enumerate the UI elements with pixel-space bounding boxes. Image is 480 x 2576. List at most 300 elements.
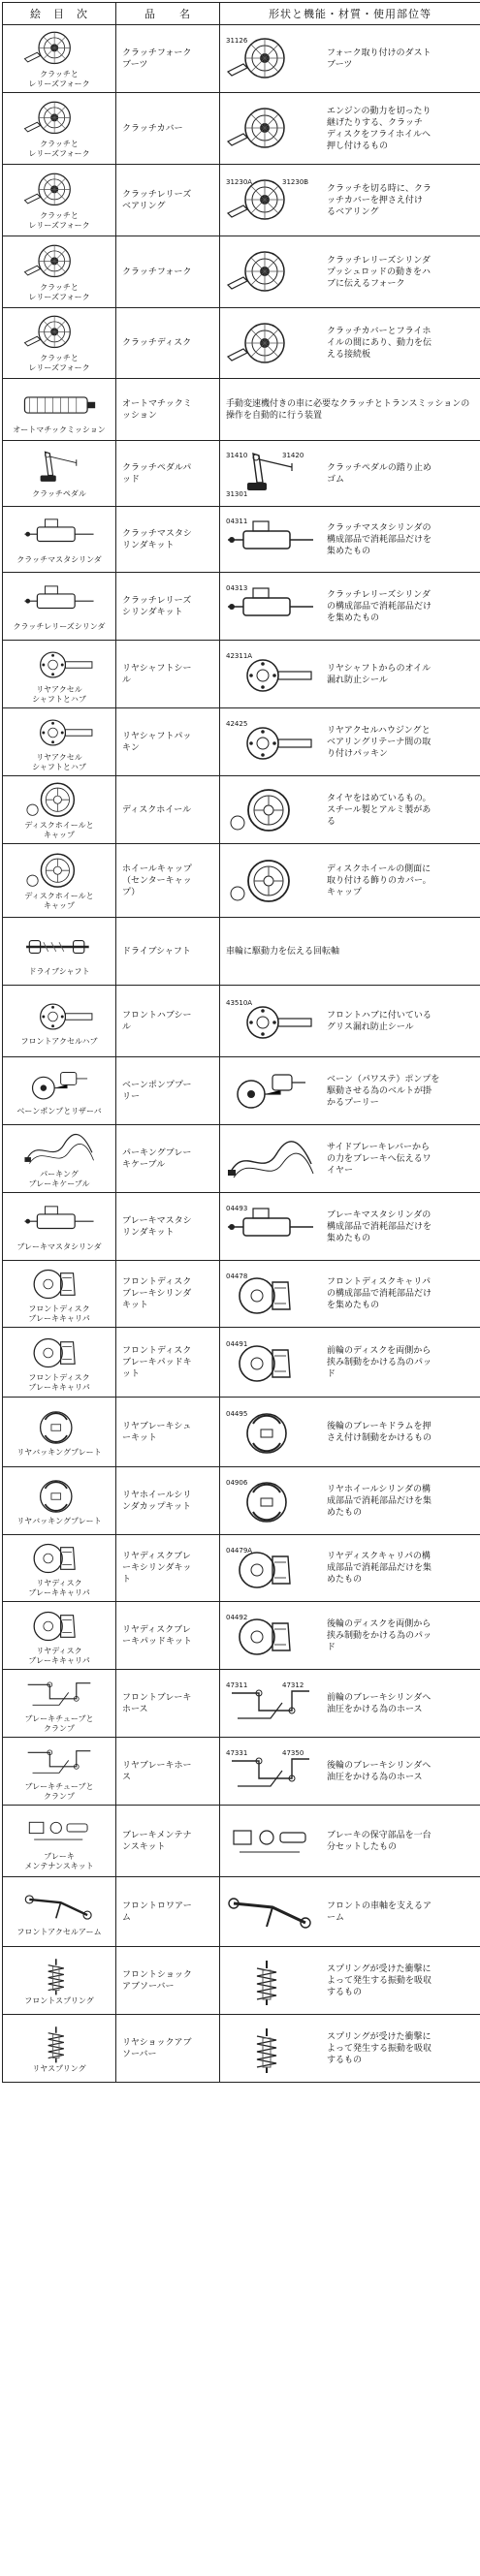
part-name-cell <box>116 986 220 1057</box>
function-cell <box>220 1670 480 1738</box>
picture-index-cell <box>3 1057 116 1125</box>
function-description: 前輪のディスクを両側から 挟み制動をかける為のパッ ド <box>327 1345 432 1379</box>
picture-index-cell <box>3 986 116 1057</box>
part-name-cell <box>116 1670 220 1738</box>
picture-index-cell <box>3 25 116 93</box>
function-cell <box>220 308 480 379</box>
function-description: 後輪のブレーキドラムを押 さえ付け制動をかけるもの <box>327 1421 432 1443</box>
function-content <box>220 647 480 701</box>
figure-part-number: 47350 <box>282 1749 304 1757</box>
function-cell <box>220 2015 480 2083</box>
assembly-caption: ブレーキ メンテナンスキット <box>24 1851 94 1870</box>
part-name: ブレーキマスタシ リンダキット <box>122 1215 192 1238</box>
assembly-caption: オートマチックミッション <box>13 424 106 434</box>
figure-part-number: 04313 <box>226 584 248 592</box>
part-figure-frame <box>220 513 321 566</box>
table-row <box>3 776 480 844</box>
figure-part-number: 31230B <box>282 178 309 186</box>
function-description: リヤアクセルハウジングと ベアリングリテーナ間の取 り付けパッキン <box>327 725 432 759</box>
assembly-caption: リヤアクセル シャフトとハブ <box>32 752 86 771</box>
part-name-cell <box>116 1947 220 2015</box>
function-content <box>220 580 480 633</box>
function-content <box>220 447 480 500</box>
function-description: ディスクホイールの側面に 取り付ける飾りのカバー。 キャップ <box>327 864 432 897</box>
part-name: フロントディスク ブレーキシリンダ キット <box>122 1277 192 1310</box>
part-figure <box>224 582 317 633</box>
assembly-illustration <box>20 449 98 489</box>
part-figure-frame <box>220 1200 321 1253</box>
header-row <box>3 3 480 25</box>
figure-part-number: 31410 <box>226 452 248 459</box>
picture-index-cell <box>3 441 116 507</box>
part-figure-frame <box>220 854 321 907</box>
part-name-cell <box>116 379 220 441</box>
table-row <box>3 918 480 986</box>
part-name: クラッチマスタシ リンダキット <box>122 528 192 550</box>
picture-index-cell <box>3 1398 116 1467</box>
part-name: クラッチディスク <box>122 338 192 348</box>
assembly-caption: クラッチと レリーズフォーク <box>28 210 90 230</box>
picture-index-cell <box>3 1947 116 2015</box>
function-cell <box>220 1947 480 2015</box>
picture-index-cell <box>3 2015 116 2083</box>
function-cell <box>220 573 480 641</box>
assembly-caption: リヤバッキングプレート <box>16 1447 102 1457</box>
picture-index-cell <box>3 1738 116 1806</box>
assembly-illustration <box>20 385 98 425</box>
part-name: クラッチペダルパ ッド <box>122 462 192 485</box>
function-description: 後輪のブレーキシリンダへ 油圧をかける為のホース <box>327 1760 432 1782</box>
part-name: フロントブレーキ ホース <box>122 1692 192 1714</box>
part-figure-frame <box>220 647 321 701</box>
function-content <box>220 102 480 156</box>
assembly-illustration <box>20 515 98 555</box>
part-name: リヤブレーキホー ス <box>122 1760 192 1782</box>
assembly-illustration <box>20 1606 98 1647</box>
table-row <box>3 1738 480 1806</box>
part-figure-frame <box>220 1885 321 1938</box>
figure-part-number: 04479A <box>226 1546 253 1555</box>
function-content <box>220 173 480 227</box>
function-content <box>220 1814 480 1868</box>
part-figure <box>224 997 317 1048</box>
figure-part-number: 47312 <box>282 1681 304 1689</box>
part-name-cell <box>116 1398 220 1467</box>
part-name: ドライブシャフト <box>122 946 191 957</box>
part-name-cell <box>116 1193 220 1261</box>
function-content <box>220 715 480 769</box>
table-row <box>3 1057 480 1125</box>
function-description: クラッチカバーとフライホ イルの間にあり、動力を伝 える接続板 <box>327 327 432 360</box>
part-figure <box>224 1338 317 1389</box>
function-cell <box>220 379 480 441</box>
part-name-cell <box>116 236 220 308</box>
assembly-caption: リヤディスク ブレーキキャリパ <box>28 1646 90 1665</box>
part-name: ホイールキャップ （センターキャッ プ） <box>122 864 192 897</box>
part-figure-frame <box>220 447 321 500</box>
table-row <box>3 1535 480 1602</box>
assembly-caption: クラッチレリーズシリンダ <box>13 621 106 631</box>
function-description: タイヤをはめているもの。 スチール製とアルミ製があ る <box>327 793 432 827</box>
part-name: パーキングブレー キケーブル <box>122 1147 192 1170</box>
function-content <box>220 994 480 1048</box>
function-content <box>220 1677 480 1730</box>
function-cell <box>220 1467 480 1535</box>
picture-index-cell <box>3 708 116 776</box>
part-name-cell <box>116 441 220 507</box>
part-name-cell <box>116 1057 220 1125</box>
assembly-illustration <box>20 1129 98 1170</box>
figure-part-number: 04478 <box>226 1272 248 1280</box>
function-description: クラッチレリーズシリンダ プッシュロッドの動きをハ ブに伝えるフォーク <box>327 255 432 289</box>
part-figure-frame <box>220 2022 321 2075</box>
function-cell <box>220 441 480 507</box>
assembly-caption: ディスクホイールと キャップ <box>24 891 94 910</box>
part-figure-frame <box>220 1268 321 1321</box>
part-figure-frame <box>220 102 321 155</box>
part-name: クラッチフォーク <box>122 267 192 277</box>
function-description: サイドブレーキレバーから の力をブレーキへ伝えるワ イヤー <box>327 1142 432 1176</box>
part-name: リヤホイールシリ ンダカップキット <box>122 1490 192 1512</box>
function-content <box>220 1132 480 1185</box>
function-cell <box>220 918 480 986</box>
figure-part-number: 04491 <box>226 1340 248 1348</box>
assembly-caption: フロントスプリング <box>24 1995 94 2005</box>
part-name-cell <box>116 573 220 641</box>
function-cell <box>220 25 480 93</box>
part-figure-frame <box>220 245 321 298</box>
assembly-caption: リヤディスク ブレーキキャリパ <box>28 1579 90 1597</box>
picture-index-cell <box>3 1877 116 1947</box>
part-figure <box>224 1888 317 1938</box>
function-cell <box>220 236 480 308</box>
function-content <box>220 245 480 298</box>
part-name: リヤディスクブレ ーキシリンダキッ ト <box>122 1552 192 1585</box>
assembly-illustration <box>20 1476 98 1517</box>
picture-index-cell <box>3 1261 116 1328</box>
assembly-illustration <box>20 1742 98 1782</box>
assembly-caption: ドライブシャフト <box>28 966 90 976</box>
function-description: フォーク取り付けのダスト ブーツ <box>327 47 432 70</box>
assembly-illustration <box>20 1202 98 1242</box>
part-name: ベーンポンププー リー <box>122 1080 192 1102</box>
part-figure-frame <box>220 1335 321 1389</box>
table-row <box>3 1806 480 1877</box>
assembly-illustration <box>20 1407 98 1448</box>
function-description: ブレーキマスタシリンダの 構成部品で消耗部品だけを 集めたもの <box>327 1209 432 1243</box>
table-row <box>3 708 480 776</box>
picture-index-cell <box>3 1193 116 1261</box>
function-description: フロントディスクキャリパ の構成部品で消耗部品だけ を集めたもの <box>327 1277 432 1310</box>
assembly-caption: フロントアクセルアーム <box>16 1927 102 1936</box>
part-name: クラッチレリーズ シリンダキット <box>122 595 192 617</box>
function-cell <box>220 1125 480 1193</box>
part-name-cell <box>116 1328 220 1398</box>
part-figure-frame <box>220 32 321 85</box>
table-row <box>3 165 480 236</box>
table-row <box>3 1877 480 1947</box>
part-figure <box>224 1135 317 1185</box>
part-figure <box>224 1680 317 1730</box>
function-cell <box>220 1806 480 1877</box>
assembly-caption: パーキング ブレーキケーブル <box>28 1169 90 1188</box>
assembly-illustration <box>20 1538 98 1579</box>
part-figure-frame <box>220 317 321 370</box>
assembly-illustration <box>20 996 98 1037</box>
table-row <box>3 441 480 507</box>
table-row <box>3 1467 480 1535</box>
function-cell <box>220 1738 480 1806</box>
table-row <box>3 1398 480 1467</box>
part-figure <box>224 1817 317 1868</box>
part-figure-frame <box>220 173 321 227</box>
part-figure <box>224 35 317 85</box>
parts-table <box>2 2 480 2083</box>
part-name-cell <box>116 844 220 918</box>
part-figure-frame <box>220 580 321 633</box>
function-description: クラッチマスタシリンダの 構成部品で消耗部品だけを 集めたもの <box>327 522 432 556</box>
function-content <box>220 1268 480 1321</box>
figure-part-number: 47311 <box>226 1681 248 1689</box>
assembly-caption: ブレーキマスタシリンダ <box>16 1241 102 1251</box>
part-name-cell <box>116 308 220 379</box>
function-cell <box>220 1193 480 1261</box>
assembly-illustration <box>20 1264 98 1304</box>
picture-index-cell <box>3 165 116 236</box>
function-description: 後輪のディスクを両側から 挟み制動をかける為のパッ ド <box>327 1618 432 1652</box>
function-description: スプリングが受けた衝撃に よって発生する振動を吸収 するもの <box>327 2031 432 2065</box>
assembly-caption: クラッチペダル <box>32 488 86 498</box>
part-name: リヤブレーキシュ ーキット <box>122 1421 192 1443</box>
picture-index-cell <box>3 93 116 165</box>
assembly-illustration <box>20 1956 98 1996</box>
table-row <box>3 93 480 165</box>
function-cell <box>220 1261 480 1328</box>
part-figure <box>224 1067 317 1117</box>
part-name-cell <box>116 1261 220 1328</box>
assembly-illustration <box>20 644 98 685</box>
part-name-cell <box>116 708 220 776</box>
assembly-caption: リヤスプリング <box>32 2063 86 2073</box>
part-name: リヤディスクブレ ーキパッドキット <box>122 1624 192 1647</box>
table-row <box>3 308 480 379</box>
function-description: クラッチレリーズシリンダ の構成部品で消耗部品だけ を集めたもの <box>327 589 432 623</box>
function-content <box>220 513 480 566</box>
part-figure-frame <box>220 1744 321 1798</box>
function-content <box>220 317 480 370</box>
assembly-illustration <box>20 851 98 892</box>
part-figure <box>224 1271 317 1321</box>
part-figure-frame <box>220 1542 321 1595</box>
part-figure <box>224 1477 317 1527</box>
part-figure <box>224 248 317 298</box>
assembly-illustration <box>20 1674 98 1714</box>
part-figure-frame <box>220 994 321 1048</box>
assembly-illustration <box>20 29 98 70</box>
figure-part-number: 04495 <box>226 1410 248 1418</box>
function-description: クラッチを切る時に、クラ ッチカバーを押さえ付け るベアリング <box>327 183 432 217</box>
table-row <box>3 986 480 1057</box>
function-content <box>220 1064 480 1117</box>
part-name: フロントディスク ブレーキパッドキ ット <box>122 1345 192 1379</box>
picture-index-cell <box>3 573 116 641</box>
part-figure <box>224 176 317 227</box>
part-figure-frame <box>220 1609 321 1662</box>
picture-index-cell <box>3 641 116 708</box>
function-cell <box>220 844 480 918</box>
table-row <box>3 844 480 918</box>
assembly-caption: クラッチマスタシリンダ <box>16 554 102 564</box>
table-row <box>3 641 480 708</box>
function-cell <box>220 1398 480 1467</box>
picture-index-cell <box>3 776 116 844</box>
part-name: リヤショックアブ ソーバー <box>122 2037 192 2059</box>
function-description: リヤシャフトからのオイル 漏れ防止シール <box>327 663 432 685</box>
figure-part-number: 31420 <box>282 452 304 459</box>
part-figure <box>224 650 317 701</box>
part-name: クラッチレリーズ ベアリング <box>122 189 192 211</box>
assembly-illustration <box>20 1066 98 1107</box>
part-name-cell <box>116 1125 220 1193</box>
function-description: 前輪のブレーキシリンダへ 油圧をかける為のホース <box>327 1692 432 1714</box>
part-name-cell <box>116 25 220 93</box>
function-description: スプリングが受けた衝撃に よって発生する振動を吸収 するもの <box>327 1963 432 1997</box>
part-name-cell <box>116 776 220 844</box>
part-figure <box>224 1203 317 1253</box>
table-row <box>3 1193 480 1261</box>
function-content <box>220 1335 480 1389</box>
part-name: フロントロワアー ム <box>122 1901 192 1923</box>
function-cell <box>220 641 480 708</box>
function-description: リヤホイールシリンダの構 成部品で消耗部品だけを集 めたもの <box>327 1484 432 1518</box>
table-row <box>3 1602 480 1670</box>
part-name-cell <box>116 165 220 236</box>
function-description: 車輪に駆動力を伝える回転軸 <box>226 946 340 957</box>
part-figure <box>224 105 317 155</box>
function-content <box>220 32 480 85</box>
part-name-cell <box>116 93 220 165</box>
assembly-illustration <box>20 313 98 354</box>
part-figure <box>224 786 317 836</box>
function-description: フロントの車軸を支えるア ーム <box>327 1901 432 1923</box>
figure-part-number: 04906 <box>226 1479 248 1487</box>
picture-index-cell <box>3 1602 116 1670</box>
part-figure-frame <box>220 1474 321 1527</box>
picture-index-cell <box>3 1806 116 1877</box>
part-name: リヤシャフトパッ キン <box>122 731 192 753</box>
figure-part-number: 47331 <box>226 1749 248 1757</box>
part-name-cell <box>116 507 220 573</box>
function-description: ブレーキの保守部品を一台 分セットしたもの <box>327 1830 432 1852</box>
table-row <box>3 379 480 441</box>
assembly-caption: ベーンポンプとリザーバ <box>16 1106 102 1115</box>
picture-index-cell <box>3 1535 116 1602</box>
part-name: ブレーキメンテナ ンスキット <box>122 1830 192 1852</box>
assembly-illustration <box>20 581 98 622</box>
figure-part-number: 42425 <box>226 720 248 728</box>
function-content <box>220 1885 480 1938</box>
part-name-cell <box>116 1535 220 1602</box>
figure-part-number: 04492 <box>226 1614 248 1621</box>
part-figure-frame <box>220 1814 321 1868</box>
table-row <box>3 2015 480 2083</box>
picture-index-cell <box>3 1328 116 1398</box>
assembly-caption: フロントアクセルハブ <box>20 1036 98 1046</box>
part-figure-frame <box>220 1405 321 1459</box>
part-name: フロントショック アブソーバー <box>122 1969 192 1992</box>
function-cell <box>220 1535 480 1602</box>
function-content <box>220 1609 480 1662</box>
function-cell <box>220 708 480 776</box>
part-name-cell <box>116 641 220 708</box>
part-name-cell <box>116 918 220 986</box>
figure-part-number: 43510A <box>226 999 253 1007</box>
assembly-caption: フロントディスク ブレーキキャリパ <box>28 1372 90 1392</box>
header-part-name: 品 名 <box>116 3 220 25</box>
picture-index-cell <box>3 1125 116 1193</box>
figure-part-number: 31301 <box>226 490 248 498</box>
function-cell <box>220 986 480 1057</box>
picture-index-cell <box>3 379 116 441</box>
part-figure <box>224 450 317 500</box>
part-figure <box>224 2025 317 2075</box>
assembly-illustration <box>20 712 98 753</box>
header-picture-index: 絵 目 次 <box>3 3 116 25</box>
function-content <box>220 1542 480 1595</box>
function-content <box>220 1744 480 1798</box>
assembly-illustration <box>20 1887 98 1928</box>
part-figure <box>224 320 317 370</box>
part-figure <box>224 1545 317 1595</box>
assembly-illustration <box>20 171 98 211</box>
assembly-illustration <box>20 242 98 283</box>
part-name: フロントハブシー ル <box>122 1010 192 1032</box>
figure-part-number: 31230A <box>226 178 253 186</box>
function-cell <box>220 1877 480 1947</box>
parts-catalog-page <box>2 2 477 2083</box>
assembly-caption: クラッチと レリーズフォーク <box>28 354 90 372</box>
part-figure <box>224 516 317 566</box>
part-name-cell <box>116 1806 220 1877</box>
part-name-cell <box>116 1877 220 1947</box>
picture-index-cell <box>3 236 116 308</box>
function-content <box>220 783 480 836</box>
assembly-caption: クラッチと レリーズフォーク <box>28 69 90 88</box>
table-row <box>3 1328 480 1398</box>
table-row <box>3 1125 480 1193</box>
assembly-illustration <box>20 99 98 140</box>
function-description: リヤディスクキャリパの構 成部品で消耗部品だけを集 めたもの <box>327 1552 432 1585</box>
part-figure-frame <box>220 1677 321 1730</box>
function-content <box>220 1200 480 1253</box>
function-cell <box>220 165 480 236</box>
function-cell <box>220 776 480 844</box>
part-figure <box>224 1747 317 1798</box>
assembly-caption: ディスクホイールと キャップ <box>24 820 94 839</box>
part-figure-frame <box>220 1132 321 1185</box>
function-description: エンジンの動力を切ったり 継げたりする、クラッチ ディスクをフライホイルへ 押し付けるもの <box>327 106 432 151</box>
assembly-illustration <box>20 780 98 821</box>
assembly-illustration <box>20 1333 98 1373</box>
part-name: リヤシャフトシー ル <box>122 663 192 685</box>
picture-index-cell <box>3 918 116 986</box>
function-description: ベーン（パワステ）ポンプを 駆動させる為のベルトが掛 かるプーリー <box>327 1074 440 1108</box>
part-name-cell <box>116 1738 220 1806</box>
figure-part-number: 04493 <box>226 1205 248 1212</box>
function-description: クラッチペダルの踏り止め ゴム <box>327 462 432 485</box>
part-name-cell <box>116 1602 220 1670</box>
part-name: クラッチフォーク ブーツ <box>122 47 192 70</box>
